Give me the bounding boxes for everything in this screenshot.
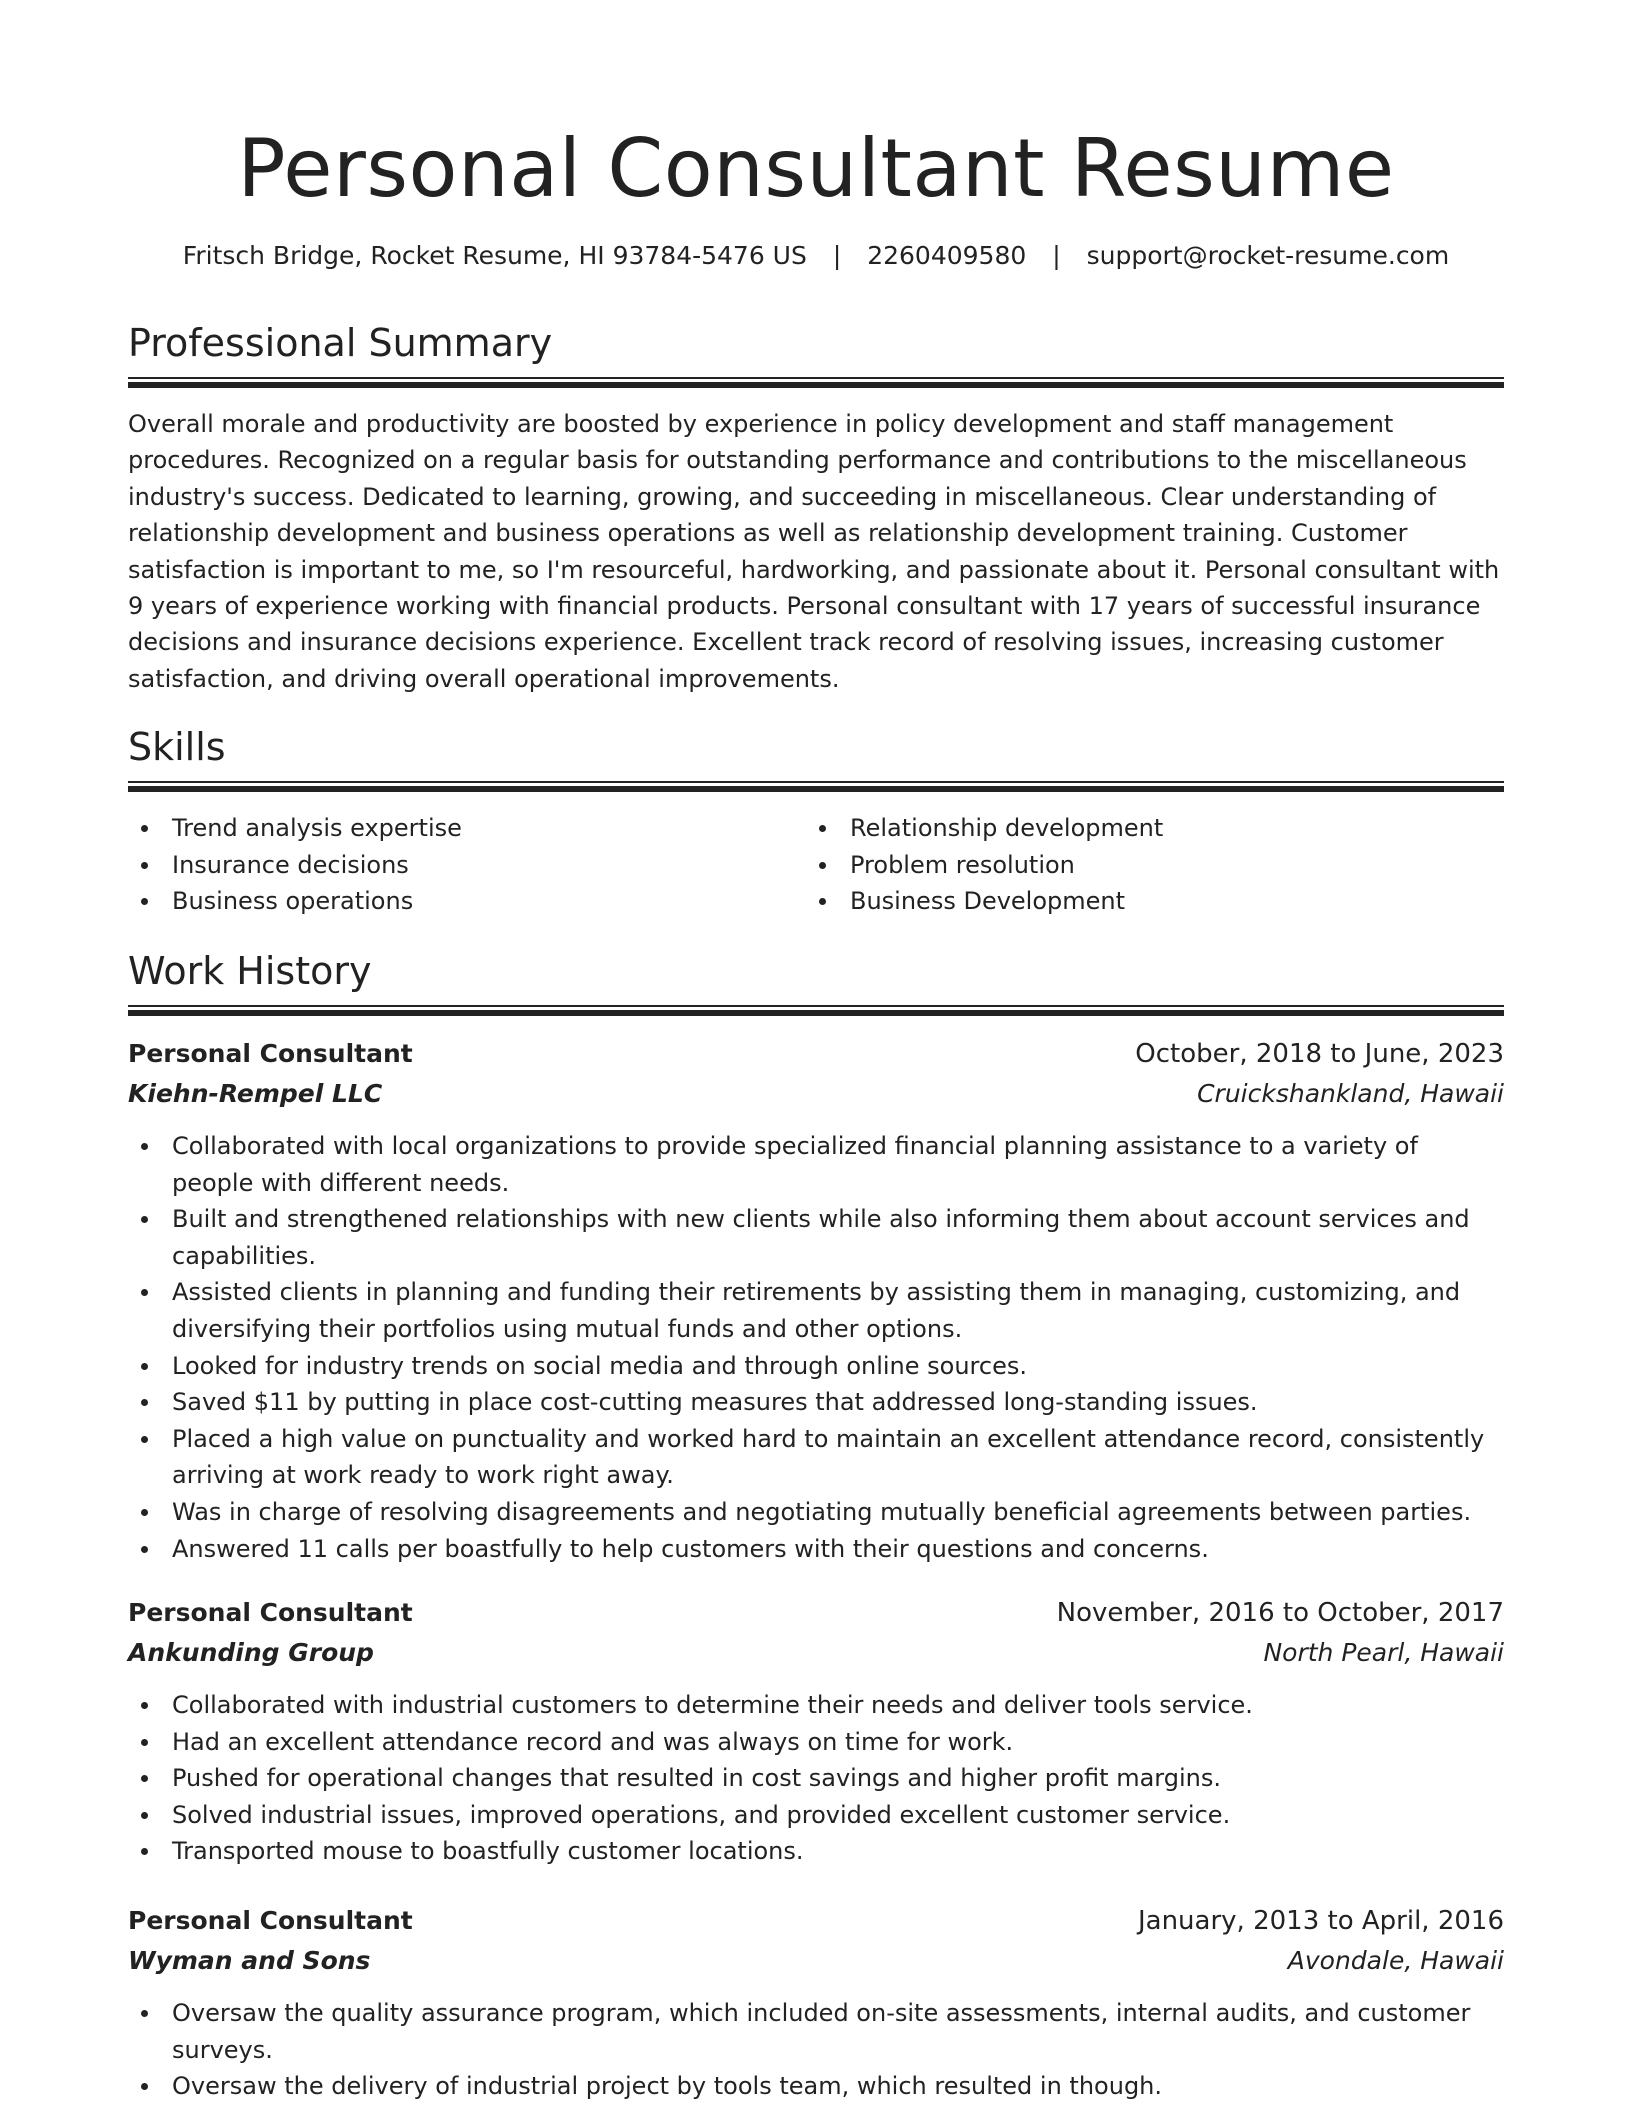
- skill-item: Problem resolution: [806, 847, 1163, 884]
- job-company: Wyman and Sons: [128, 1946, 371, 1975]
- job-location: North Pearl, Hawaii: [1263, 1638, 1504, 1667]
- summary-text: Overall morale and productivity are boosted by experience in policy development and staff management procedures. Recognized on a regular basis for outstanding performance and contributions to the miscellaneous industry's success. Dedicated to learning, growing, and succeeding in miscellaneous. Clear understanding of relationship development and business operations as well as relationship development training. Customer satisfaction is important to me, so I'm resourceful, hardworking, and passionate about it. Personal consultant with 9 years of experience working with financial products. Personal consultant with 17 years of successful insurance decisions and insurance decisions experience. Excellent track record of resolving issues, increasing customer satisfaction, and driving overall operational improvements.: [128, 410, 1500, 693]
- contact-line: [128, 238, 1504, 274]
- resume-title: Personal Consultant Resume: [237, 122, 1395, 215]
- job-dates: October, 2018 to June, 2023: [1135, 1039, 1504, 1069]
- skill-item: Business operations: [128, 883, 462, 920]
- job-bullet: Saved $11 by putting in place cost-cutting measures that addressed long-standing issues.: [128, 1384, 1504, 1421]
- skills-column-left: [128, 810, 462, 920]
- job-bullet: Collaborated with local organizations to provide specialized financial planning assistance to a variety of people with different needs.: [128, 1128, 1504, 1201]
- contact-email: support@rocket-resume.com: [1086, 241, 1450, 270]
- job-location: Cruickshankland, Hawaii: [1197, 1079, 1504, 1108]
- job-dates: November, 2016 to October, 2017: [1056, 1598, 1504, 1628]
- skills-heading: Skills: [128, 725, 226, 769]
- job-title: Personal Consultant: [128, 1039, 413, 1068]
- job-company: Kiehn-Rempel LLC: [128, 1079, 383, 1108]
- skills-divider: [128, 781, 1504, 791]
- contact-separator: |: [1052, 241, 1061, 270]
- summary-divider: [128, 377, 1504, 387]
- job-title: Personal Consultant: [128, 1598, 413, 1627]
- skills-column-right: [806, 810, 1163, 920]
- job-bullet: Pushed for operational changes that resulted in cost savings and higher profit margins.: [128, 1760, 1504, 1797]
- skill-item: Insurance decisions: [128, 847, 462, 884]
- job-company: Ankunding Group: [128, 1638, 374, 1667]
- job-bullet: Assisted clients in planning and funding their retirements by assisting them in managing, customizing, and diversifying their portfolios using mutual funds and other options.: [128, 1274, 1504, 1347]
- job-bullet: Looked for industry trends on social media and through online sources.: [128, 1348, 1504, 1385]
- job-title: Personal Consultant: [128, 1906, 413, 1935]
- job-bullet: Placed a high value on punctuality and worked hard to maintain an excellent attendance record, consistently arriving at work ready to work right away.: [128, 1421, 1504, 1494]
- job-bullets: [128, 1995, 1504, 2105]
- job-bullets: [128, 1128, 1504, 1567]
- skill-item: Relationship development: [806, 810, 1163, 847]
- job-bullet: Collaborated with industrial customers to determine their needs and deliver tools service.: [128, 1687, 1504, 1724]
- job-entry: [128, 1035, 1504, 1563]
- job-location: Avondale, Hawaii: [1287, 1946, 1504, 1975]
- job-bullets: [128, 1687, 1504, 1870]
- job-bullet: Built and strengthened relationships with new clients while also informing them about account services and capabilities.: [128, 1201, 1504, 1274]
- contact-separator: |: [832, 241, 842, 270]
- contact-address: Fritsch Bridge, Rocket Resume, HI 93784-5476 US: [182, 241, 807, 270]
- job-bullet: Was in charge of resolving disagreements and negotiating mutually beneficial agreements between parties.: [128, 1494, 1504, 1531]
- job-entry: [128, 1594, 1504, 1866]
- summary-heading: Professional Summary: [128, 321, 553, 365]
- job-bullet: Transported mouse to boastfully customer locations.: [128, 1833, 1504, 1870]
- job-bullet: Had an excellent attendance record and was always on time for work.: [128, 1724, 1504, 1761]
- job-bullet: Answered 11 calls per boastfully to help customers with their questions and concerns.: [128, 1531, 1504, 1568]
- skill-item: Trend analysis expertise: [128, 810, 462, 847]
- skill-item: Business Development: [806, 883, 1163, 920]
- job-bullet: Oversaw the delivery of industrial project by tools team, which resulted in though.: [128, 2068, 1504, 2105]
- work-history-divider: [128, 1005, 1504, 1015]
- job-dates: January, 2013 to April, 2016: [1137, 1906, 1504, 1936]
- job-bullet: Oversaw the quality assurance program, which included on-site assessments, internal audits, and customer surveys.: [128, 1995, 1504, 2068]
- job-entry: [128, 1902, 1504, 2101]
- contact-phone: 2260409580: [867, 241, 1027, 270]
- work-history-heading: Work History: [128, 949, 372, 993]
- job-bullet: Solved industrial issues, improved operations, and provided excellent customer service.: [128, 1797, 1504, 1834]
